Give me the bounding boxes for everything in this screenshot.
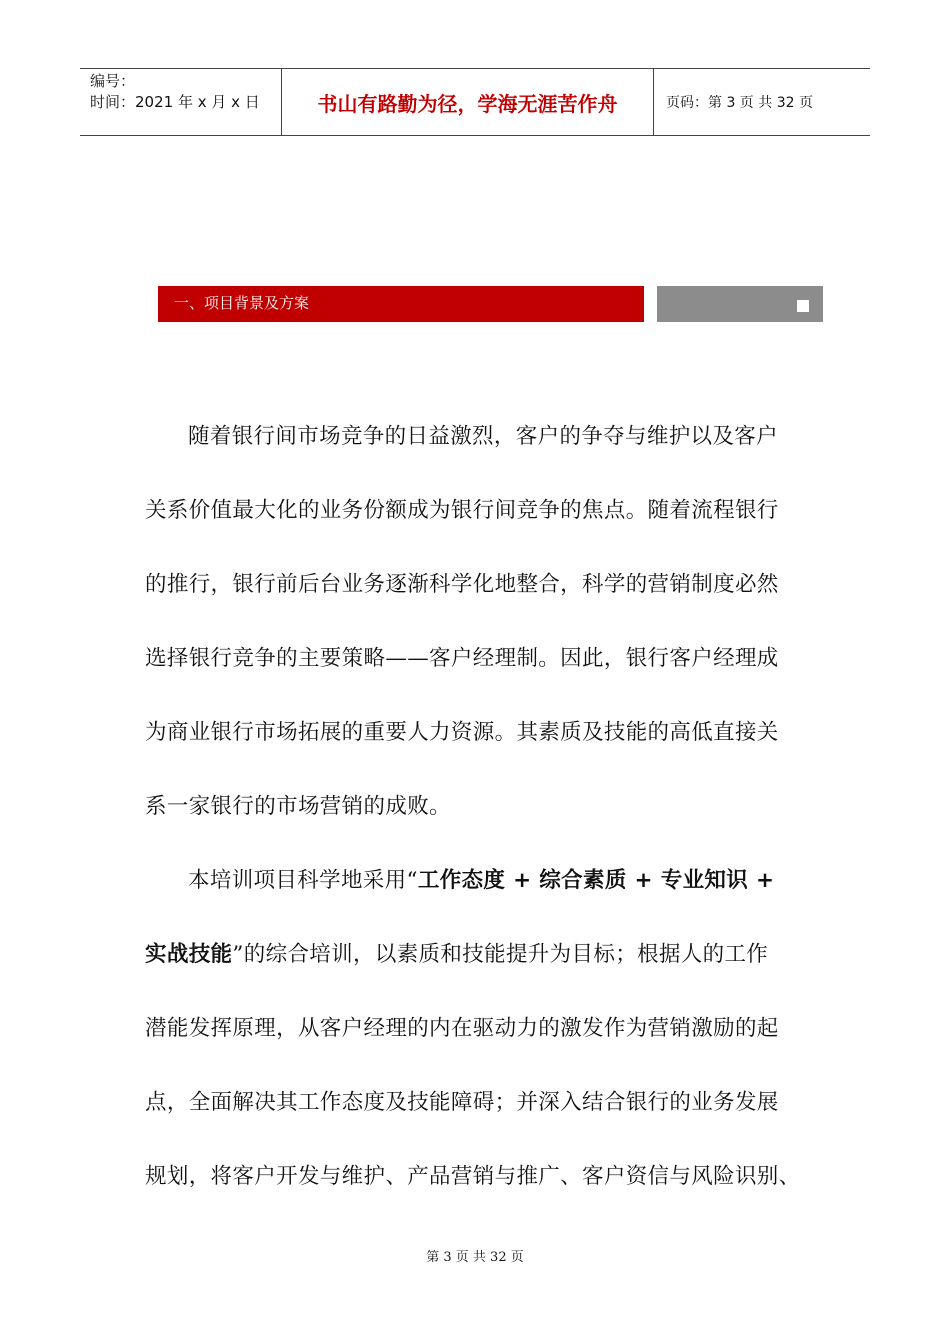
time-label: 时间：2021 年 x 月 x 日 (90, 93, 260, 111)
text-span: ”的综合培训，以素质和技能提升为目标；根据人的工作 (232, 942, 769, 967)
bold-text: 工作态度 + 综合素质 + 专业知识 + (417, 868, 775, 893)
paragraph-line: 系一家银行的市场营销的成败。 (145, 794, 451, 819)
text-span: 本培训项目科学地采用“ (188, 868, 418, 893)
paragraph-line: 点，全面解决其工作态度及技能障碍；并深入结合银行的业务发展 (145, 1090, 779, 1115)
body-text (145, 400, 825, 1214)
bold-text: 实战技能 (145, 942, 233, 967)
paragraph-line: 潜能发挥原理，从客户经理的内在驱动力的激发作为营销激励的起 (145, 1016, 779, 1041)
number-label: 编号： (90, 72, 136, 90)
paragraph-line: 选择银行竞争的主要策略——客户经理制。因此，银行客户经理成 (145, 646, 779, 671)
paragraph-line (145, 844, 825, 918)
page-header (80, 68, 870, 136)
square-icon (797, 300, 809, 312)
header-motto: 书山有路勤为径，学海无涯苦作舟 (282, 69, 654, 135)
page-footer: 第 3 页 共 32 页 (426, 1250, 524, 1265)
section-decoration (657, 286, 823, 322)
section-title: 一、项目背景及方案 (158, 286, 644, 322)
header-meta (80, 69, 282, 135)
paragraph-line: 规划，将客户开发与维护、产品营销与推广、客户资信与风险识别、 (145, 1164, 801, 1189)
paragraph-line: 关系价值最大化的业务份额成为银行间竞争的焦点。随着流程银行 (145, 498, 779, 523)
paragraph-line: 为商业银行市场拓展的重要人力资源。其素质及技能的高低直接关 (145, 720, 779, 745)
header-page-info: 页码：第 3 页 共 32 页 (666, 95, 813, 111)
paragraph-line: 的推行，银行前后台业务逐渐科学化地整合，科学的营销制度必然 (145, 572, 779, 597)
paragraph-line: 随着银行间市场竞争的日益激烈，客户的争夺与维护以及客户 (188, 424, 778, 449)
paragraph-line (145, 918, 825, 992)
